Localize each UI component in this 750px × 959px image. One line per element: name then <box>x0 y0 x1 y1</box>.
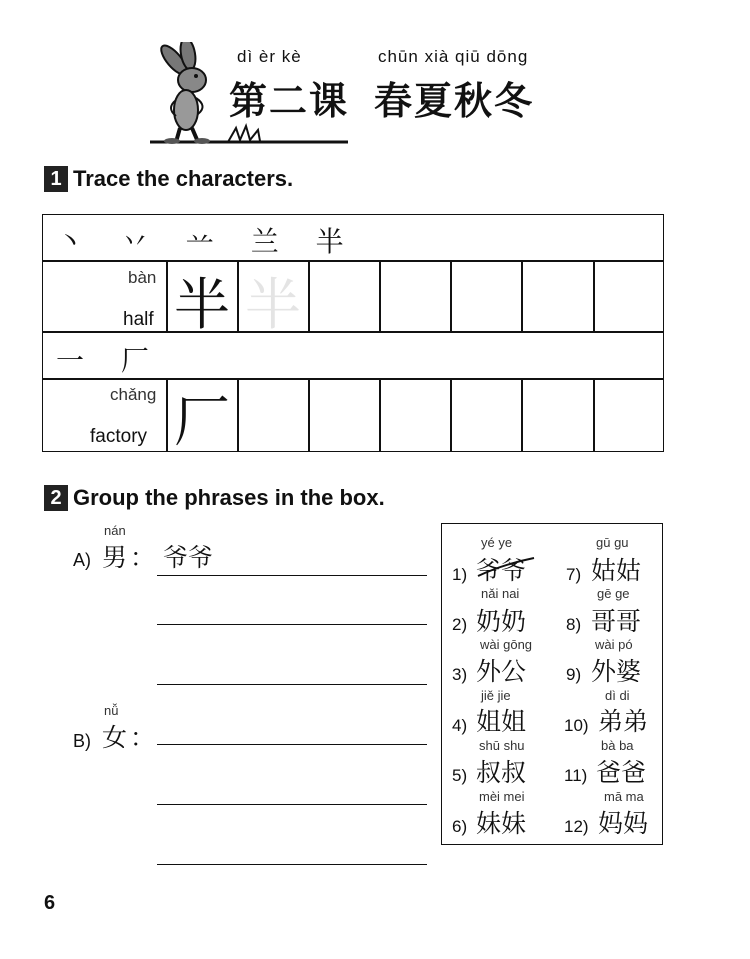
group-b-colon: ： <box>130 723 156 752</box>
item-pinyin: jiě jie <box>481 688 511 703</box>
grid-line <box>450 260 452 332</box>
english-factory: factory <box>90 426 148 447</box>
english-half: half <box>123 309 154 330</box>
grid-line <box>593 260 595 332</box>
section1-title: Trace the characters. <box>73 166 294 191</box>
group-b-label: B) <box>73 731 91 751</box>
item-phrase: 妈妈 <box>598 809 649 838</box>
item-number: 12) <box>564 817 589 836</box>
grid-line <box>166 260 168 332</box>
grid-line <box>237 260 239 332</box>
item-pinyin: gē ge <box>597 586 630 601</box>
item-phrase: 外公 <box>476 657 527 686</box>
lesson-topic-pinyin: chūn xià qiū dōng <box>378 47 529 66</box>
answer-line[interactable] <box>157 864 427 865</box>
grid-line <box>521 260 523 332</box>
item-pinyin: dì di <box>605 688 630 703</box>
item-pinyin: gū gu <box>596 535 629 550</box>
item-phrase: 爸爸 <box>596 758 647 787</box>
item-number: 7) <box>566 565 582 584</box>
page-number: 6 <box>44 892 56 914</box>
pinyin-ban: bàn <box>128 268 157 287</box>
section1-number: 1 <box>44 166 68 192</box>
item-number: 5) <box>452 766 468 785</box>
item-number: 1) <box>452 565 468 584</box>
item-phrase: 奶奶 <box>476 607 527 636</box>
answer-line[interactable] <box>157 804 427 805</box>
item-phrase: 姑姑 <box>591 556 642 585</box>
item-pinyin: wài gōng <box>480 637 533 652</box>
lesson-number-pinyin: dì èr kè <box>237 47 302 66</box>
group-a-example: 爷爷 <box>163 543 214 572</box>
grid-line <box>308 260 310 332</box>
item-number: 6) <box>452 817 468 836</box>
item-number: 8) <box>566 615 582 634</box>
section2-number: 2 <box>44 485 68 511</box>
item-number: 2) <box>452 615 468 634</box>
item-pinyin: nǎi nai <box>481 586 520 601</box>
section2-title: Group the phrases in the box. <box>73 485 385 510</box>
answer-line[interactable] <box>157 744 427 745</box>
stroke-order-ban: 丶 丷 䒑 兰 半 <box>56 225 358 258</box>
grid-line <box>42 331 664 333</box>
item-phrase: 爷爷 <box>476 556 527 585</box>
answer-line[interactable] <box>157 575 427 576</box>
group-a-label: A) <box>73 550 91 570</box>
answer-line[interactable] <box>157 684 427 685</box>
item-phrase: 姐姐 <box>476 707 527 736</box>
item-number: 10) <box>564 716 589 735</box>
grid-line <box>379 260 381 332</box>
grid-line <box>308 378 310 452</box>
grid-line <box>237 378 239 452</box>
model-character-chang: 厂 <box>174 390 230 455</box>
item-number: 11) <box>564 766 588 785</box>
item-pinyin: shū shu <box>479 738 525 753</box>
item-pinyin: mèi mei <box>479 789 525 804</box>
group-a-pinyin: nán <box>104 523 126 538</box>
pinyin-chang: chǎng <box>110 385 157 404</box>
grid-line <box>521 378 523 452</box>
lesson-number-title: 第二课 <box>229 79 350 123</box>
answer-line[interactable] <box>157 624 427 625</box>
model-character-ban: 半 <box>174 273 230 338</box>
grid-line <box>166 378 168 452</box>
strike-mark <box>474 552 538 582</box>
item-phrase: 弟弟 <box>598 707 649 736</box>
grid-line <box>450 378 452 452</box>
group-b-character: 女 <box>102 723 128 752</box>
grid-line <box>379 378 381 452</box>
trace-character-ban: 半 <box>245 273 301 338</box>
item-number: 4) <box>452 716 468 735</box>
item-pinyin: mā ma <box>604 789 644 804</box>
item-phrase: 外婆 <box>591 657 642 686</box>
item-phrase: 叔叔 <box>476 758 527 787</box>
item-pinyin: yé ye <box>481 535 513 550</box>
grid-line <box>593 378 595 452</box>
item-number: 3) <box>452 665 468 684</box>
group-a-character: 男 <box>102 543 128 572</box>
item-phrase: 哥哥 <box>591 607 642 636</box>
stroke-order-chang: 一 厂 <box>56 344 163 377</box>
group-b-pinyin: nǚ <box>104 703 119 718</box>
item-pinyin: bà ba <box>601 738 634 753</box>
item-number: 9) <box>566 665 582 684</box>
item-pinyin: wài pó <box>595 637 633 652</box>
group-a-colon: ： <box>130 543 156 572</box>
grid-line <box>42 260 664 262</box>
lesson-topic-title: 春夏秋冬 <box>374 79 535 123</box>
item-phrase: 妹妹 <box>476 809 527 838</box>
